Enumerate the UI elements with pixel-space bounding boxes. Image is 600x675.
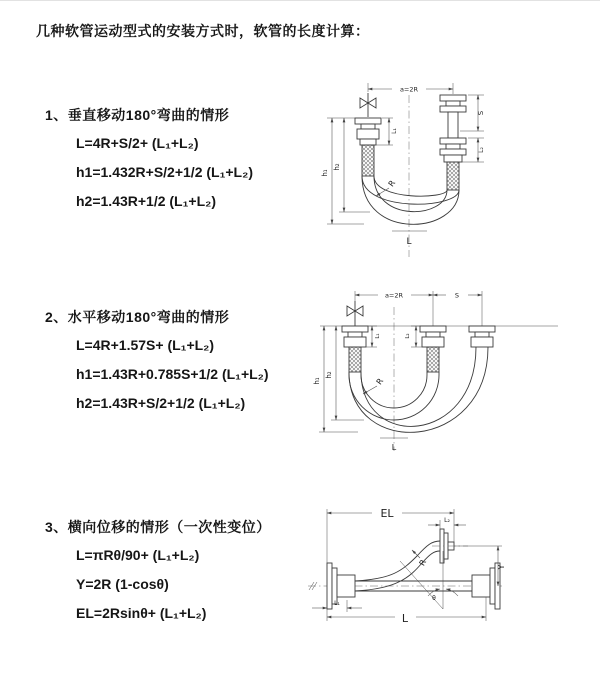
right-braided-hose xyxy=(447,162,459,190)
section-1-formula-h2: h2=1.43R+1/2 (L₁+L₂) xyxy=(76,193,217,209)
u-hose-curves xyxy=(362,176,459,224)
right-fitting xyxy=(469,326,495,347)
dim-label-r: R xyxy=(386,178,398,189)
section-1-heading: 1、垂直移动180°弯曲的情形 xyxy=(45,107,230,123)
dim-L xyxy=(392,231,427,247)
dim-EL xyxy=(327,507,454,563)
dim-label-l1: L₁ xyxy=(391,128,398,134)
dim-a-2R xyxy=(368,83,453,94)
valve-icon xyxy=(360,93,376,117)
section-2-formula-h1: h1=1.43R+0.785S+1/2 (L₁+L₂) xyxy=(76,366,269,382)
left-fitting xyxy=(342,326,368,347)
left-braided-hose xyxy=(362,145,374,176)
left-braided-hose xyxy=(349,347,361,372)
dim-label-r: R xyxy=(374,376,386,387)
middle-braided-hose xyxy=(427,347,439,372)
curved-hose xyxy=(355,541,440,591)
dim-label-h2: h₂ xyxy=(333,163,341,171)
dim-L xyxy=(380,438,408,452)
angle-theta xyxy=(400,551,458,609)
dim-label-s: S xyxy=(454,291,460,300)
page-title: 几种软管运动型式的安装方式时，软管的长度计算： xyxy=(36,23,370,39)
diagram-horizontal-u-bend xyxy=(308,283,593,458)
dim-label-h2: h₂ xyxy=(325,371,333,379)
valve-icon xyxy=(347,301,363,326)
diagram-vertical-u-bend xyxy=(312,73,582,265)
dim-a-2R xyxy=(355,292,433,300)
diagram-lateral-offset xyxy=(300,499,600,661)
section-3-formula-Y: Y=2R (1-cosθ) xyxy=(76,576,169,592)
section-1-formula-L: L=4R+S/2+ (L₁+L₂) xyxy=(76,135,199,151)
dim-L1 xyxy=(312,600,362,612)
dim-label-a2r: a=2R xyxy=(399,85,419,94)
dim-L2 xyxy=(405,326,422,347)
section-2-formula-L: L=4R+1.57S+ (L₁+L₂) xyxy=(76,337,215,353)
radius-callout xyxy=(363,376,385,394)
section-3-formula-L: L=πRθ/90+ (L₁+L₂) xyxy=(76,547,200,563)
u-hose-curves xyxy=(349,347,488,432)
dim-label-l2: L₂ xyxy=(444,517,450,524)
right-fitting xyxy=(440,95,466,162)
dim-label-h1: h₁ xyxy=(321,169,329,177)
dim-label-r: R xyxy=(417,558,429,568)
section-2-formula-h2: h2=1.43R+S/2+1/2 (L₁+L₂) xyxy=(76,395,246,411)
dim-label-l: L xyxy=(406,237,412,247)
dim-label-h1: h₁ xyxy=(313,377,321,385)
dim-label-l2: L₂ xyxy=(405,333,411,339)
section-2-heading: 2、水平移动180°弯曲的情形 xyxy=(45,309,230,325)
left-flange xyxy=(327,563,355,609)
section-3-formula-EL: EL=2Rsinθ+ (L₁+L₂) xyxy=(76,605,207,621)
dim-label-l: L xyxy=(401,612,409,625)
section-1-formula-h1: h1=1.432R+S/2+1/2 (L₁+L₂) xyxy=(76,164,253,180)
left-fitting xyxy=(355,118,381,145)
dim-L xyxy=(327,597,486,625)
dim-label-theta: θ xyxy=(432,595,436,602)
dim-S xyxy=(433,292,482,300)
dim-label-a2r: a=2R xyxy=(384,291,404,300)
dim-label-el: EL xyxy=(380,507,394,520)
dim-label-l2: L₂ xyxy=(478,147,485,153)
middle-fitting xyxy=(420,326,446,347)
dim-label-l1: L₁ xyxy=(334,600,340,607)
dim-label-l1: L₁ xyxy=(375,333,381,339)
dim-L2 xyxy=(428,517,466,529)
section-3-heading: 3、横向位移的情形（一次性变位） xyxy=(45,519,271,535)
dim-label-s: S xyxy=(477,110,485,116)
dim-label-y: Y xyxy=(497,564,506,570)
dim-label-l: L xyxy=(391,443,397,452)
